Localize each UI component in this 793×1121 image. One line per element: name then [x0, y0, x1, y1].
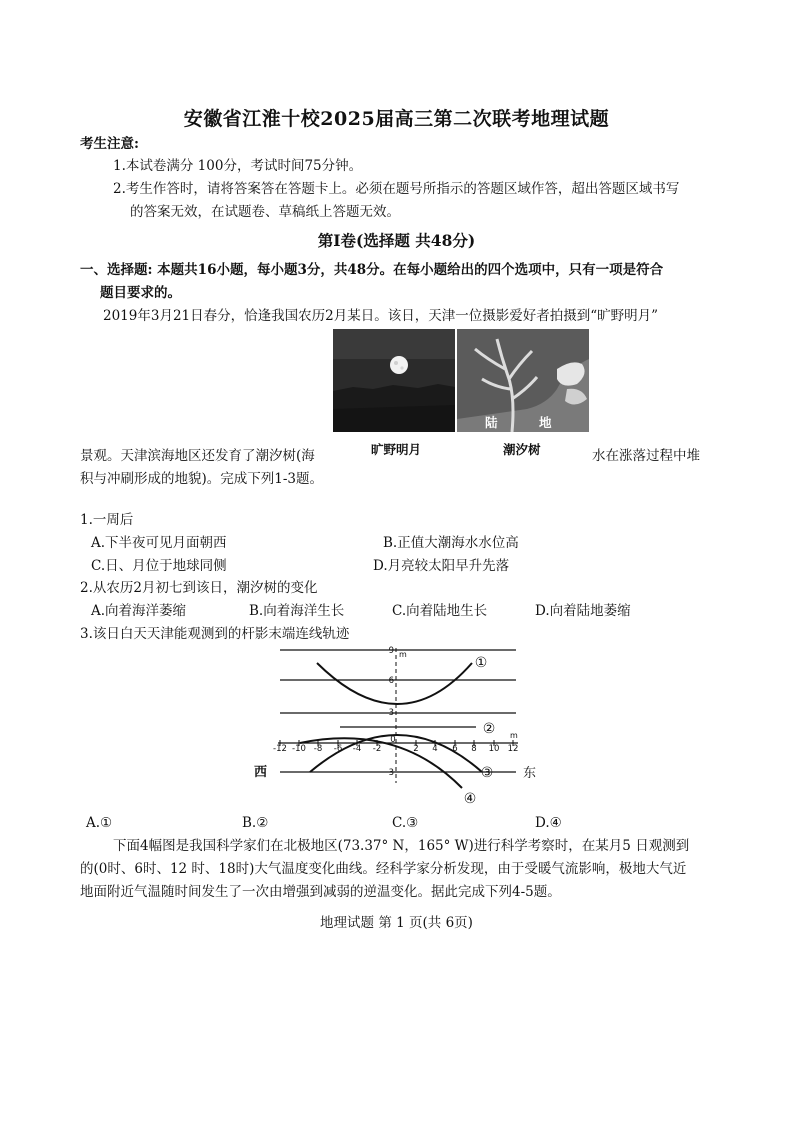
q3-stem: 3.该日白天天津能观测到的杆影末端连线轨迹 — [80, 626, 350, 642]
page-title: 安徽省江淮十校2025届高三第二次联考地理试题 — [183, 108, 610, 130]
photo-caption-right: 潮汐树 — [503, 442, 541, 457]
curve-label-4: ④ — [463, 791, 477, 807]
section-title: 第Ⅰ卷(选择题 共48分) — [317, 231, 476, 250]
x-tick-label: -12 — [273, 744, 287, 754]
notice-item-1: 1.本试卷满分 100分，考试时间75分钟。 — [113, 158, 363, 174]
photo-caption-left: 旷野明月 — [371, 442, 422, 457]
x-tick-label: 12 — [507, 744, 519, 754]
q3-option-d: D.④ — [535, 815, 562, 831]
x-tick-label: -2 — [372, 744, 382, 754]
shadow-track-diagram — [240, 643, 540, 808]
instructions-line-1: 一、选择题: 本题共16小题，每小题3分，共48分。在每小题给出的四个选项中，只有一项是符合 — [80, 262, 664, 278]
y-tick-label: 6 — [388, 676, 394, 686]
passage1-line-1: 2019年3月21日春分，恰逢我国农历2月某日。该日，天津一位摄影爱好者拍摄到“旷野明月” — [103, 308, 659, 324]
land-label-1: 陆 — [485, 415, 498, 430]
q2-stem: 2.从农历2月初七到该日，潮汐树的变化 — [80, 580, 318, 596]
notice-heading: 考生注意: — [80, 136, 139, 152]
q2-option-a: A.向着海洋萎缩 — [91, 603, 187, 619]
x-tick-label: 6 — [452, 744, 458, 754]
notice-item-2: 2.考生作答时，请将答案答在答题卡上。必须在题号所指示的答题区域作答，超出答题区域书写 — [113, 181, 680, 197]
x-tick-label: -6 — [333, 744, 343, 754]
y-tick-label: 3 — [388, 768, 394, 778]
x-unit-label: m — [510, 731, 518, 740]
west-label: 西 — [254, 765, 268, 780]
x-tick-label: -4 — [352, 744, 362, 754]
notice-item-2-cont: 的答案无效，在试题卷、草稿纸上答题无效。 — [130, 204, 400, 220]
moon-field-image — [333, 329, 455, 432]
x-tick-label: 10 — [488, 744, 500, 754]
q1-stem: 1.一周后 — [80, 512, 134, 528]
passage1-line-2-left: 景观。天津滨海地区还发育了潮汐树(海 — [80, 448, 315, 464]
x-tick-label: -8 — [313, 744, 323, 754]
passage2-line-2: 的(0时、6时、12 时、18时)大气温度变化曲线。经科学家分析发现，由于受暖气流影响，极地大气近 — [80, 861, 687, 877]
east-label: 东 — [523, 766, 537, 781]
instructions-line-2: 题目要求的。 — [100, 285, 181, 301]
x-tick-label: -10 — [292, 744, 306, 754]
curve-1 — [317, 663, 472, 704]
q2-option-b: B.向着海洋生长 — [249, 603, 345, 619]
curve-label-3: ③ — [480, 765, 494, 781]
x-tick-label: 4 — [432, 744, 438, 754]
q1-option-c: C.日、月位于地球同侧 — [91, 558, 227, 574]
q1-option-a: A.下半夜可见月面朝西 — [91, 535, 227, 551]
x-tick-label: 0 — [390, 735, 396, 745]
q3-option-b: B.② — [242, 815, 269, 831]
q2-option-c: C.向着陆地生长 — [392, 603, 488, 619]
q3-option-a: A.① — [86, 815, 113, 831]
passage1-line-2-right: 水在涨落过程中堆 — [592, 448, 700, 464]
moon-field-photo — [333, 329, 455, 432]
x-tick-label: 8 — [471, 744, 477, 754]
tidal-tree-image — [457, 329, 589, 432]
q1-option-b: B.正值大潮海水水位高 — [383, 535, 519, 551]
y-unit-label: m — [399, 650, 407, 659]
tidal-tree-photo — [457, 329, 589, 432]
passage1-line-3: 积与冲刷形成的地貌)。完成下列1-3题。 — [80, 471, 324, 487]
page-footer: 地理试题 第 1 页(共 6页) — [320, 915, 473, 931]
passage2-line-3: 地面附近气温随时间发生了一次由增强到减弱的逆温变化。据此完成下列4-5题。 — [80, 884, 561, 900]
q2-option-d: D.向着陆地萎缩 — [535, 603, 631, 619]
q3-option-c: C.③ — [392, 815, 419, 831]
y-tick-label: 9 — [388, 646, 394, 656]
q1-option-d: D.月亮较太阳早升先落 — [373, 558, 510, 574]
x-tick-label: 2 — [413, 744, 419, 754]
y-tick-label: 3 — [388, 708, 394, 718]
land-label-2: 地 — [539, 415, 552, 430]
curve-label-1: ① — [474, 655, 488, 671]
curve-label-2: ② — [482, 721, 496, 737]
passage2-line-1: 下面4幅图是我国科学家们在北极地区(73.37° N，165° W)进行科学考察时，在某月5 日观测到 — [113, 838, 690, 854]
